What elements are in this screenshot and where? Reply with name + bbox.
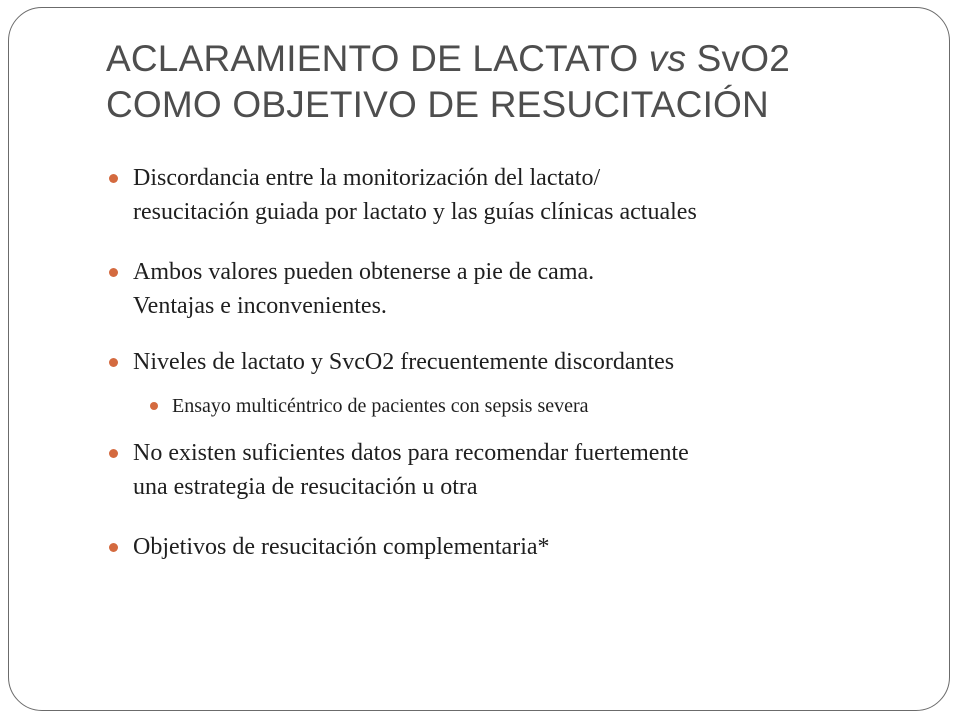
bullet-item-4 xyxy=(133,436,689,504)
bullet-item-2 xyxy=(133,255,594,323)
bullet-dot-icon xyxy=(109,268,118,277)
bullet-text-line: Ventajas e inconvenientes. xyxy=(133,293,387,319)
bullet-dot-icon xyxy=(109,449,118,458)
bullet-dot-icon xyxy=(150,402,158,410)
title-text-a: ACLARAMIENTO DE LACTATO xyxy=(106,38,649,79)
bullet-text-line: No existen suficientes datos para recomendar fuertemente xyxy=(133,440,689,466)
title-text-c: SvO2 xyxy=(686,38,791,79)
bullet-item-5 xyxy=(133,530,550,564)
bullet-item-3 xyxy=(133,345,674,379)
bullet-dot-icon xyxy=(109,174,118,183)
bullet-item-1 xyxy=(133,161,697,229)
title-line-2: COMO OBJETIVO DE RESUCITACIÓN xyxy=(106,84,769,125)
bullet-text-line: Ambos valores pueden obtenerse a pie de cama. xyxy=(133,259,595,285)
bullet-text-line: Objetivos de resucitación complementaria* xyxy=(133,534,550,560)
bullet-text-line: Ensayo multicéntrico de pacientes con sepsis severa xyxy=(172,395,589,417)
sub-bullet-item-1 xyxy=(172,392,589,420)
bullet-dot-icon xyxy=(109,543,118,552)
title-text-vs: vs xyxy=(648,38,687,79)
bullet-text-line: Niveles de lactato y SvcO2 frecuentemente discordantes xyxy=(133,349,675,375)
bullet-dot-icon xyxy=(109,358,118,367)
bullet-text-line: resucitación guiada por lactato y las guías clínicas actuales xyxy=(133,199,697,225)
bullet-text-line: una estrategia de resucitación u otra xyxy=(133,474,478,500)
bullet-text-line: Discordancia entre la monitorización del lactato/ xyxy=(133,165,601,191)
